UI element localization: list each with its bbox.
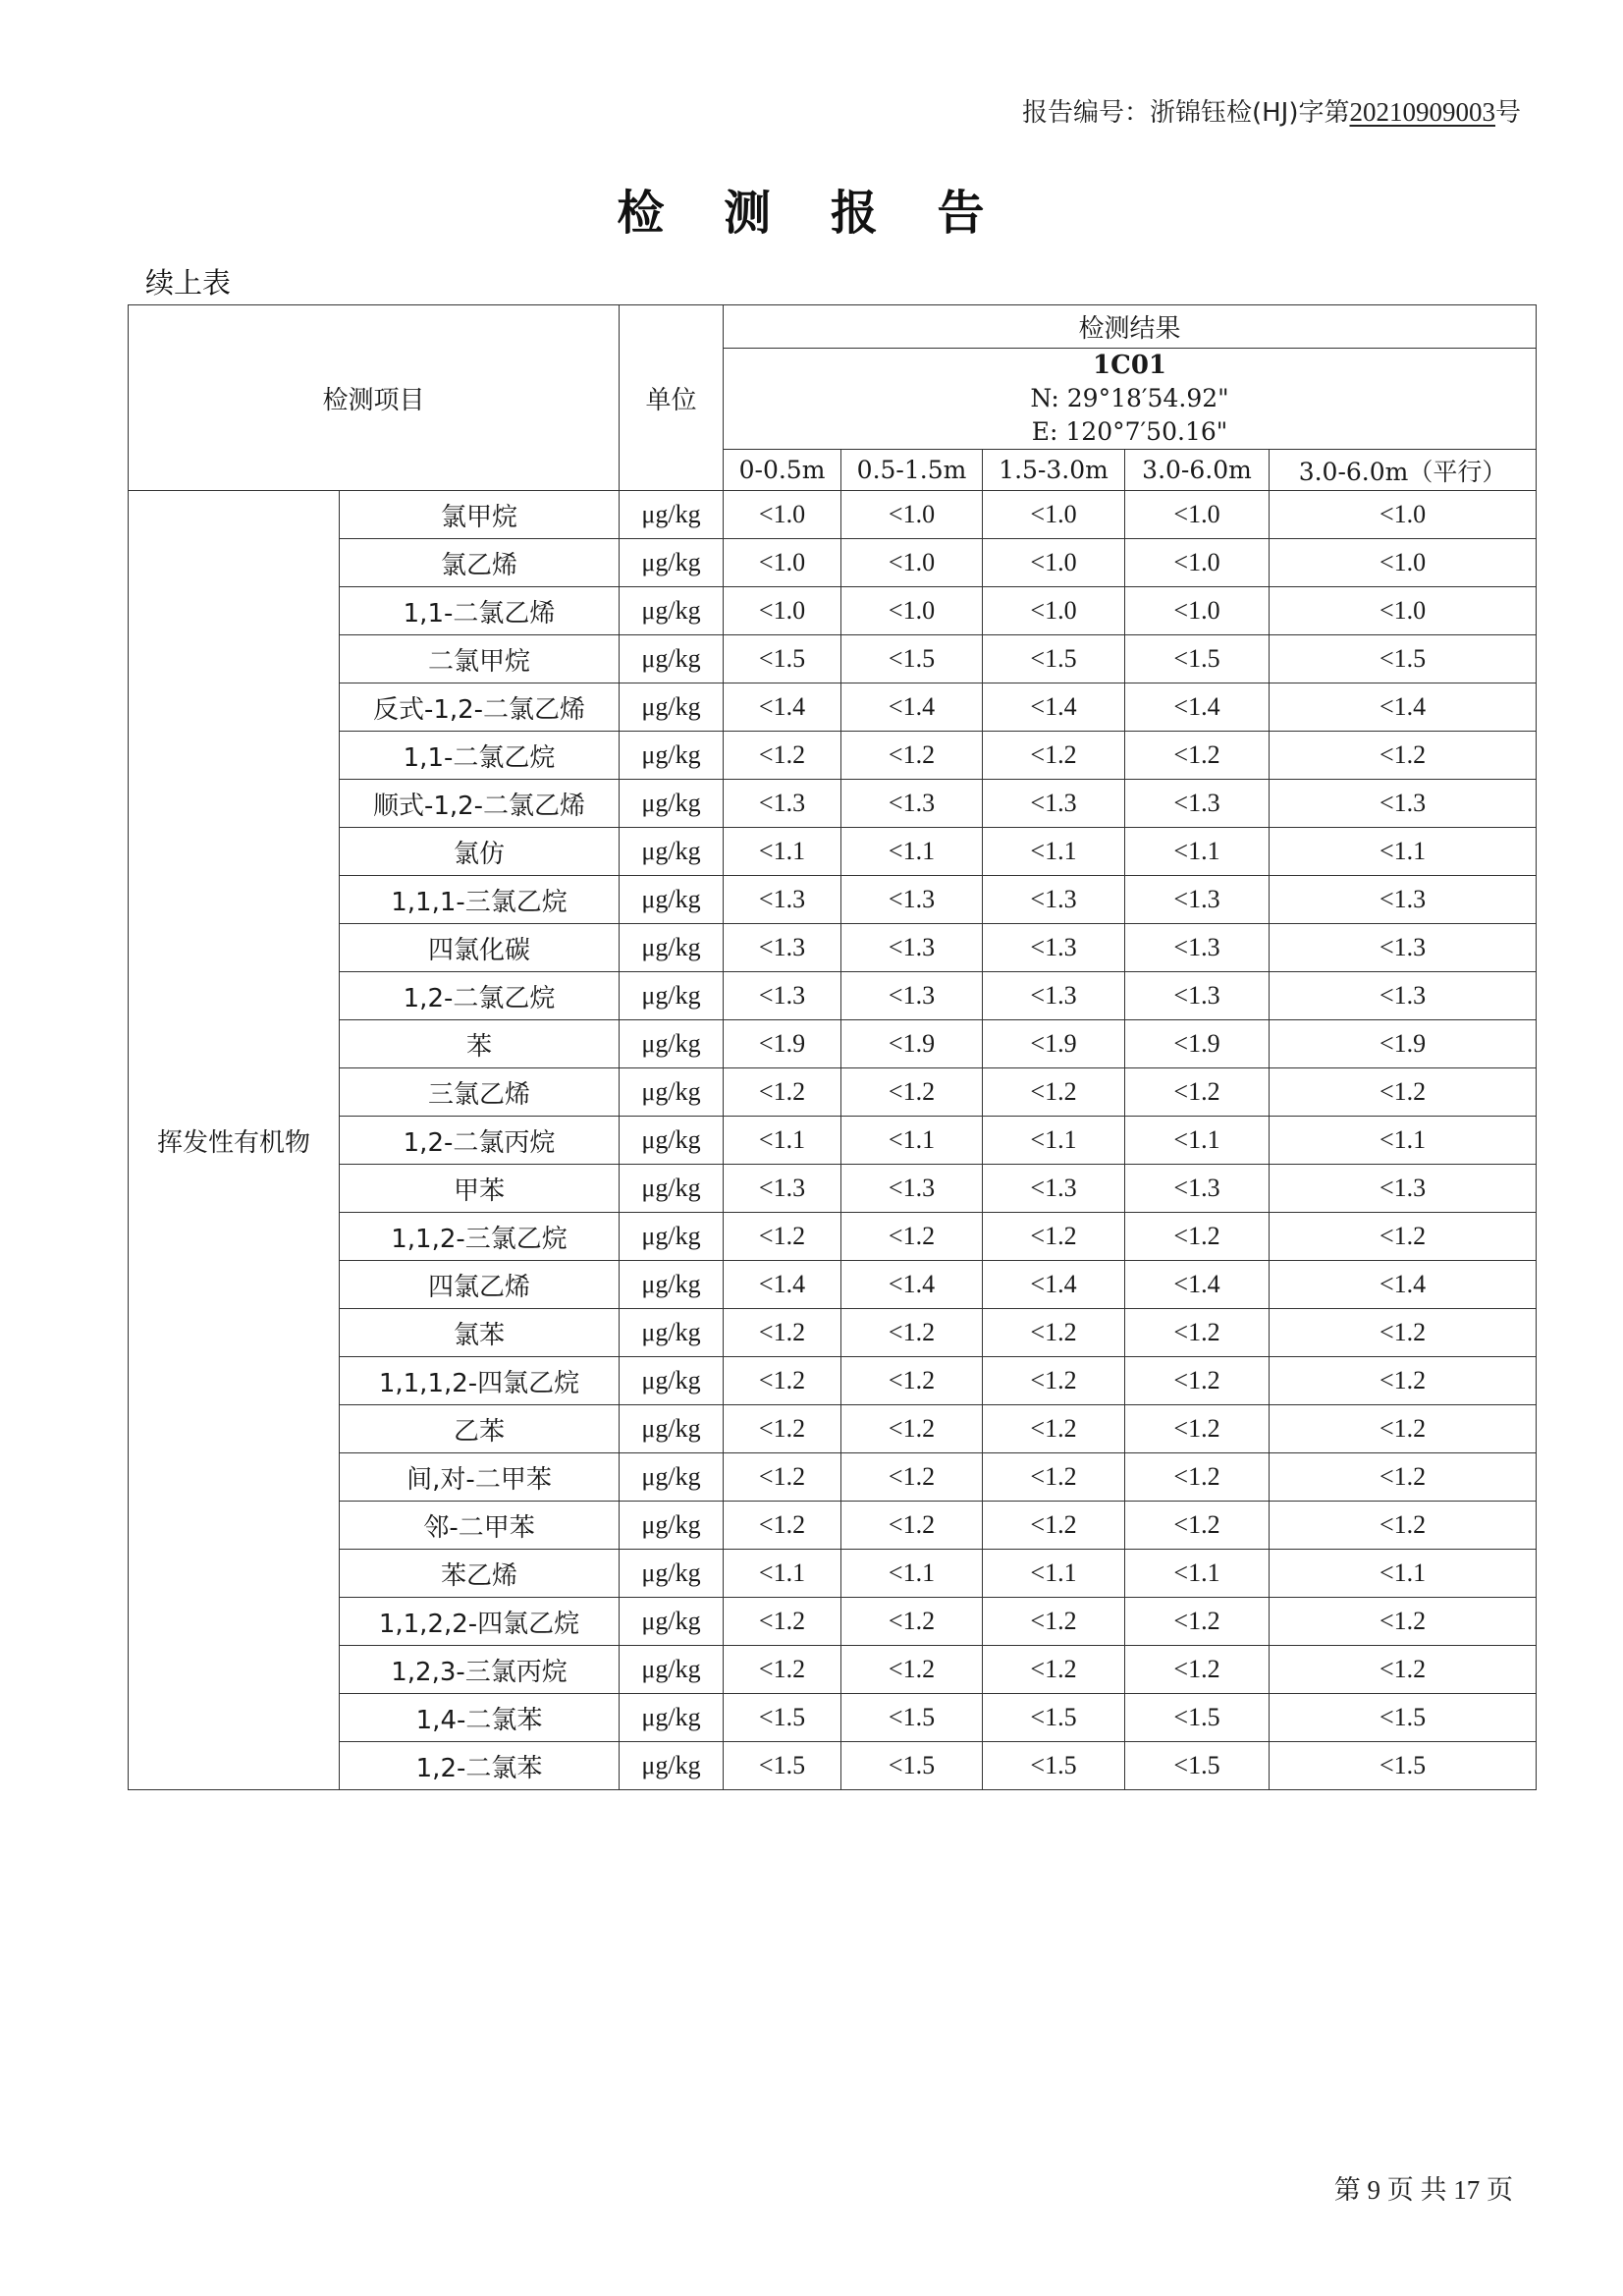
result-value: <1.3	[1125, 780, 1270, 828]
result-value: <1.5	[841, 1694, 983, 1742]
item-name: 氯甲烷	[340, 491, 620, 539]
table-row	[129, 1357, 1537, 1405]
result-value: <1.1	[983, 828, 1125, 876]
table-row	[129, 1405, 1537, 1453]
result-value: <1.1	[1270, 1550, 1537, 1598]
depth-header: 3.0-6.0m（平行）	[1270, 450, 1537, 491]
result-value: <1.1	[841, 1550, 983, 1598]
table-row	[129, 1646, 1537, 1694]
depth-header: 0.5-1.5m	[841, 450, 983, 491]
item-name: 1,4-二氯苯	[340, 1694, 620, 1742]
item-name: 氯苯	[340, 1309, 620, 1357]
unit-cell: μg/kg	[620, 828, 724, 876]
result-value: <1.0	[1270, 539, 1537, 587]
result-value: <1.4	[1125, 683, 1270, 732]
result-value: <1.3	[1125, 1165, 1270, 1213]
result-value: <1.2	[1125, 1598, 1270, 1646]
item-name: 1,1-二氯乙烯	[340, 587, 620, 635]
unit-cell: μg/kg	[620, 1598, 724, 1646]
result-value: <1.5	[983, 1694, 1125, 1742]
result-value: <1.0	[1125, 491, 1270, 539]
unit-cell: μg/kg	[620, 1357, 724, 1405]
unit-cell: μg/kg	[620, 1694, 724, 1742]
result-value: <1.0	[724, 587, 841, 635]
result-value: <1.4	[1270, 683, 1537, 732]
result-value: <1.2	[1125, 1646, 1270, 1694]
unit-cell: μg/kg	[620, 587, 724, 635]
result-value: <1.2	[983, 1405, 1125, 1453]
result-value: <1.5	[841, 635, 983, 683]
table-row	[129, 1309, 1537, 1357]
result-value: <1.4	[841, 683, 983, 732]
result-value: <1.2	[983, 1502, 1125, 1550]
result-value: <1.4	[983, 683, 1125, 732]
result-value: <1.2	[724, 1598, 841, 1646]
item-name: 1,1,2,2-四氯乙烷	[340, 1598, 620, 1646]
report-number-suffix: 号	[1494, 98, 1521, 128]
site-latitude: N: 29°18′54.92"	[1030, 384, 1229, 412]
page-number: 第 9 页 共 17 页	[1333, 2175, 1513, 2205]
result-value: <1.5	[841, 1742, 983, 1790]
result-value: <1.2	[841, 1453, 983, 1502]
result-value: <1.3	[983, 972, 1125, 1020]
result-value: <1.4	[724, 1261, 841, 1309]
result-value: <1.2	[1125, 1213, 1270, 1261]
result-value: <1.2	[983, 1309, 1125, 1357]
item-name: 乙苯	[340, 1405, 620, 1453]
unit-cell: μg/kg	[620, 491, 724, 539]
result-value: <1.0	[841, 587, 983, 635]
unit-cell: μg/kg	[620, 780, 724, 828]
result-value: <1.2	[841, 1213, 983, 1261]
unit-cell: μg/kg	[620, 1453, 724, 1502]
result-value: <1.2	[841, 1309, 983, 1357]
item-name: 苯	[340, 1020, 620, 1068]
result-value: <1.4	[1270, 1261, 1537, 1309]
result-value: <1.1	[983, 1550, 1125, 1598]
table-row	[129, 1068, 1537, 1117]
result-value: <1.2	[724, 1502, 841, 1550]
unit-cell: μg/kg	[620, 1117, 724, 1165]
result-value: <1.2	[1125, 1453, 1270, 1502]
result-value: <1.5	[983, 1742, 1125, 1790]
result-value: <1.2	[1270, 1453, 1537, 1502]
table-row	[129, 1453, 1537, 1502]
result-value: <1.3	[1125, 876, 1270, 924]
result-value: <1.2	[841, 1646, 983, 1694]
item-name: 1,1,2-三氯乙烷	[340, 1213, 620, 1261]
result-value: <1.2	[1125, 1357, 1270, 1405]
result-value: <1.2	[1270, 1405, 1537, 1453]
result-value: <1.3	[841, 876, 983, 924]
result-value: <1.3	[841, 780, 983, 828]
result-value: <1.3	[841, 1165, 983, 1213]
result-value: <1.1	[841, 1117, 983, 1165]
result-value: <1.1	[841, 828, 983, 876]
unit-cell: μg/kg	[620, 732, 724, 780]
result-value: <1.2	[1125, 732, 1270, 780]
item-name: 顺式-1,2-二氯乙烯	[340, 780, 620, 828]
result-value: <1.5	[1270, 1742, 1537, 1790]
unit-cell: μg/kg	[620, 1068, 724, 1117]
result-value: <1.2	[983, 1357, 1125, 1405]
result-value: <1.2	[1270, 1213, 1537, 1261]
result-value: <1.2	[983, 1453, 1125, 1502]
result-value: <1.3	[1270, 780, 1537, 828]
item-name: 1,1,1-三氯乙烷	[340, 876, 620, 924]
result-value: <1.2	[1125, 1405, 1270, 1453]
item-name: 氯乙烯	[340, 539, 620, 587]
table-row	[129, 876, 1537, 924]
result-value: <1.9	[1270, 1020, 1537, 1068]
result-value: <1.2	[1270, 1068, 1537, 1117]
unit-cell: μg/kg	[620, 1646, 724, 1694]
result-value: <1.3	[841, 972, 983, 1020]
result-value: <1.5	[1125, 635, 1270, 683]
unit-cell: μg/kg	[620, 1550, 724, 1598]
result-value: <1.2	[724, 1453, 841, 1502]
results-table	[128, 304, 1537, 1790]
result-value: <1.4	[983, 1261, 1125, 1309]
table-row	[129, 491, 1537, 539]
item-name: 邻-二甲苯	[340, 1502, 620, 1550]
table-row	[129, 1550, 1537, 1598]
result-value: <1.0	[724, 491, 841, 539]
table-row	[129, 1742, 1537, 1790]
result-value: <1.2	[983, 1646, 1125, 1694]
result-value: <1.2	[1125, 1502, 1270, 1550]
unit-cell: μg/kg	[620, 1020, 724, 1068]
item-name: 氯仿	[340, 828, 620, 876]
result-value: <1.3	[724, 972, 841, 1020]
result-value: <1.3	[1125, 972, 1270, 1020]
item-name: 1,2-二氯苯	[340, 1742, 620, 1790]
item-name: 苯乙烯	[340, 1550, 620, 1598]
result-value: <1.2	[841, 1405, 983, 1453]
site-info	[724, 349, 1537, 450]
result-value: <1.2	[724, 1309, 841, 1357]
result-value: <1.0	[1270, 587, 1537, 635]
item-name: 1,2-二氯乙烷	[340, 972, 620, 1020]
unit-cell: μg/kg	[620, 924, 724, 972]
report-number	[1022, 92, 1521, 129]
result-value: <1.3	[724, 924, 841, 972]
site-longitude: E: 120°7′50.16"	[1031, 417, 1228, 446]
result-value: <1.2	[841, 1068, 983, 1117]
item-name: 反式-1,2-二氯乙烯	[340, 683, 620, 732]
result-value: <1.1	[1270, 1117, 1537, 1165]
depth-header: 3.0-6.0m	[1125, 450, 1270, 491]
result-value: <1.5	[724, 635, 841, 683]
result-value: <1.2	[724, 1646, 841, 1694]
result-value: <1.5	[1125, 1742, 1270, 1790]
result-value: <1.2	[983, 1598, 1125, 1646]
table-row	[129, 539, 1537, 587]
unit-cell: μg/kg	[620, 1742, 724, 1790]
result-value: <1.5	[1270, 635, 1537, 683]
result-value: <1.2	[724, 1068, 841, 1117]
depth-header: 0-0.5m	[724, 450, 841, 491]
unit-cell: μg/kg	[620, 1213, 724, 1261]
result-value: <1.2	[983, 1213, 1125, 1261]
result-value: <1.3	[983, 924, 1125, 972]
item-name: 甲苯	[340, 1165, 620, 1213]
table-body	[129, 491, 1537, 1790]
unit-cell: μg/kg	[620, 1502, 724, 1550]
table-row	[129, 828, 1537, 876]
result-value: <1.0	[724, 539, 841, 587]
table-row	[129, 683, 1537, 732]
result-value: <1.2	[724, 1357, 841, 1405]
result-value: <1.9	[1125, 1020, 1270, 1068]
result-value: <1.5	[724, 1694, 841, 1742]
result-value: <1.5	[983, 635, 1125, 683]
site-id: 1C01	[1093, 351, 1166, 380]
result-value: <1.3	[724, 876, 841, 924]
result-value: <1.3	[1270, 924, 1537, 972]
result-value: <1.1	[1125, 828, 1270, 876]
table-row	[129, 780, 1537, 828]
result-value: <1.2	[841, 1502, 983, 1550]
table-row	[129, 1117, 1537, 1165]
page-title: 检 测 报 告	[617, 186, 1006, 241]
result-value: <1.0	[841, 491, 983, 539]
result-value: <1.2	[983, 1068, 1125, 1117]
item-name: 四氯乙烯	[340, 1261, 620, 1309]
result-value: <1.4	[1125, 1261, 1270, 1309]
result-value: <1.2	[983, 732, 1125, 780]
result-value: <1.0	[1270, 491, 1537, 539]
header-result: 检测结果	[724, 305, 1537, 349]
result-value: <1.3	[1270, 876, 1537, 924]
table-row	[129, 924, 1537, 972]
result-value: <1.9	[983, 1020, 1125, 1068]
result-value: <1.2	[1125, 1309, 1270, 1357]
item-name: 1,2-二氯丙烷	[340, 1117, 620, 1165]
result-value: <1.1	[1270, 828, 1537, 876]
result-value: <1.5	[1125, 1694, 1270, 1742]
report-number-label: 报告编号：浙锦钰检(HJ)字第	[1021, 98, 1350, 128]
header-unit: 单位	[620, 305, 724, 491]
result-value: <1.0	[983, 539, 1125, 587]
table-row	[129, 1165, 1537, 1213]
result-value: <1.3	[724, 780, 841, 828]
result-value: <1.2	[841, 1357, 983, 1405]
header-item: 检测项目	[129, 305, 620, 491]
result-value: <1.5	[724, 1742, 841, 1790]
result-value: <1.2	[724, 1405, 841, 1453]
table-row	[129, 1020, 1537, 1068]
depth-header: 1.5-3.0m	[983, 450, 1125, 491]
unit-cell: μg/kg	[620, 1165, 724, 1213]
result-value: <1.2	[1270, 732, 1537, 780]
result-value: <1.3	[983, 780, 1125, 828]
result-value: <1.3	[1125, 924, 1270, 972]
result-value: <1.0	[1125, 539, 1270, 587]
result-value: <1.3	[1270, 972, 1537, 1020]
result-value: <1.3	[1270, 1165, 1537, 1213]
table-row	[129, 1598, 1537, 1646]
table-row	[129, 1694, 1537, 1742]
result-value: <1.0	[983, 491, 1125, 539]
table-row	[129, 587, 1537, 635]
table-row	[129, 732, 1537, 780]
item-name: 1,1-二氯乙烷	[340, 732, 620, 780]
item-name: 三氯乙烯	[340, 1068, 620, 1117]
result-value: <1.1	[724, 828, 841, 876]
item-name: 四氯化碳	[340, 924, 620, 972]
unit-cell: μg/kg	[620, 1405, 724, 1453]
table-row	[129, 1261, 1537, 1309]
result-value: <1.3	[841, 924, 983, 972]
result-value: <1.1	[1125, 1550, 1270, 1598]
result-value: <1.4	[841, 1261, 983, 1309]
result-value: <1.1	[724, 1117, 841, 1165]
item-name: 1,2,3-三氯丙烷	[340, 1646, 620, 1694]
unit-cell: μg/kg	[620, 539, 724, 587]
unit-cell: μg/kg	[620, 635, 724, 683]
result-value: <1.2	[1270, 1357, 1537, 1405]
result-value: <1.2	[1270, 1502, 1537, 1550]
item-name: 1,1,1,2-四氯乙烷	[340, 1357, 620, 1405]
result-value: <1.4	[724, 683, 841, 732]
result-value: <1.9	[841, 1020, 983, 1068]
unit-cell: μg/kg	[620, 876, 724, 924]
result-value: <1.0	[1125, 587, 1270, 635]
result-value: <1.2	[1270, 1598, 1537, 1646]
result-value: <1.2	[724, 1213, 841, 1261]
table-row	[129, 972, 1537, 1020]
result-value: <1.2	[1270, 1646, 1537, 1694]
item-name: 间,对-二甲苯	[340, 1453, 620, 1502]
report-number-value: 20210909003	[1349, 97, 1495, 127]
result-value: <1.0	[841, 539, 983, 587]
result-value: <1.3	[724, 1165, 841, 1213]
result-value: <1.2	[841, 732, 983, 780]
result-value: <1.2	[1270, 1309, 1537, 1357]
result-value: <1.0	[983, 587, 1125, 635]
unit-cell: μg/kg	[620, 972, 724, 1020]
result-value: <1.2	[841, 1598, 983, 1646]
result-value: <1.3	[983, 1165, 1125, 1213]
result-value: <1.5	[1270, 1694, 1537, 1742]
item-name: 二氯甲烷	[340, 635, 620, 683]
unit-cell: μg/kg	[620, 1261, 724, 1309]
continuation-label: 续上表	[145, 266, 232, 300]
result-value: <1.1	[1125, 1117, 1270, 1165]
result-value: <1.1	[724, 1550, 841, 1598]
unit-cell: μg/kg	[620, 683, 724, 732]
category-cell: 挥发性有机物	[129, 491, 340, 1790]
result-value: <1.2	[724, 732, 841, 780]
table-row	[129, 1213, 1537, 1261]
result-value: <1.9	[724, 1020, 841, 1068]
unit-cell: μg/kg	[620, 1309, 724, 1357]
table-row	[129, 1502, 1537, 1550]
result-value: <1.3	[983, 876, 1125, 924]
table-row	[129, 635, 1537, 683]
result-value: <1.2	[1125, 1068, 1270, 1117]
result-value: <1.1	[983, 1117, 1125, 1165]
